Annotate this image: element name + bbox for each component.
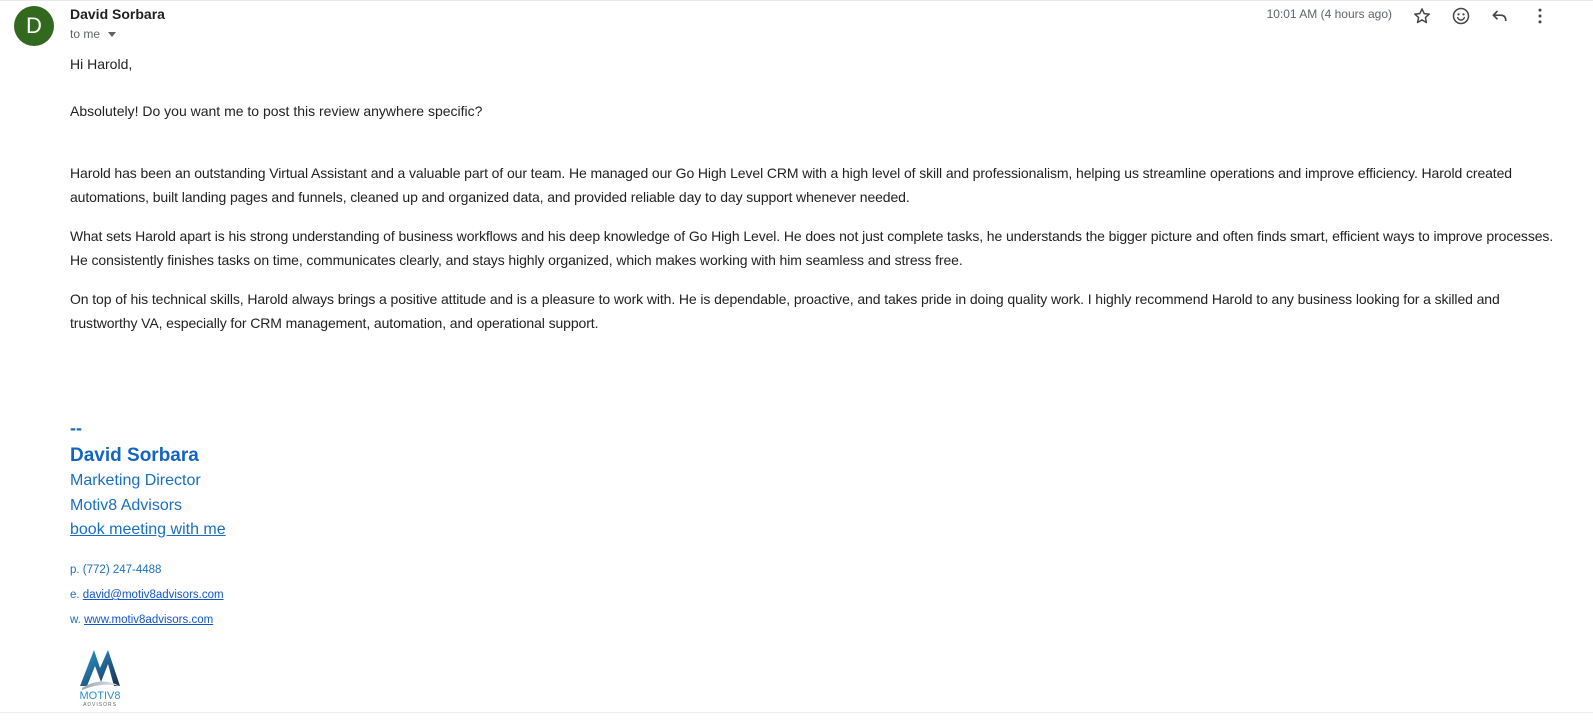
reply-button[interactable] <box>1488 4 1512 28</box>
bottom-divider <box>0 712 1593 713</box>
web-prefix: w. <box>70 614 81 626</box>
signature-email-row <box>70 589 224 601</box>
signature-title: Marketing Director <box>70 472 201 489</box>
motiv8-logo <box>68 646 132 708</box>
emoji-icon <box>1451 6 1471 26</box>
sender-avatar[interactable] <box>14 6 54 46</box>
timestamp: 10:01 AM (4 hours ago) <box>1266 7 1392 21</box>
star-icon <box>1412 6 1432 26</box>
greeting: Hi Harold, <box>70 56 133 72</box>
star-button[interactable] <box>1410 4 1434 28</box>
signature-website-row <box>70 614 213 626</box>
svg-text:MOTIV8: MOTIV8 <box>79 690 121 702</box>
caret-down-icon <box>108 32 116 37</box>
review-paragraph-3: On top of his technical skills, Harold always brings a positive attitude and is a pleasure to work with. He is dependable, proactive, and takes pride in doing quality work. I highly recommend Harold to any business looking for a skilled and trustworthy VA, especially for CRM management, automation, and operational support. <box>70 291 1500 331</box>
motiv8-logo-icon <box>68 646 132 708</box>
email-link[interactable]: david@motiv8advisors.com <box>82 589 224 601</box>
signature-phone-row <box>70 564 161 576</box>
recipient-label: to me <box>70 27 101 41</box>
svg-text:ADVISORS: ADVISORS <box>83 702 117 708</box>
more-options-button[interactable] <box>1528 4 1552 28</box>
website-link[interactable]: www.motiv8advisors.com <box>84 614 214 626</box>
review-paragraph-2: What sets Harold apart is his strong understanding of business workflows and his deep knowledge of Go High Level. He does not just complete tasks, he understands the bigger picture and often finds smart, efficient ways to improve processes. He consistently finishes tasks on time, communicates clearly, and stays highly organized, which makes working with him seamless and stress free. <box>70 228 1554 268</box>
email-prefix: e. <box>70 589 80 601</box>
signature-name: David Sorbara <box>70 445 199 466</box>
avatar-letter: D <box>26 13 42 38</box>
add-reaction-button[interactable] <box>1449 4 1473 28</box>
book-meeting-link[interactable]: book meeting with me <box>70 521 226 538</box>
phone-prefix: p. <box>70 564 80 576</box>
phone-number: (772) 247-4488 <box>82 564 162 576</box>
signature-separator: -- <box>70 418 82 438</box>
recipient-details-toggle[interactable] <box>70 27 116 41</box>
signature-company: Motiv8 Advisors <box>70 497 183 514</box>
sender-name[interactable]: David Sorbara <box>70 6 165 22</box>
reply-intro: Absolutely! Do you want me to post this review anywhere specific? <box>70 103 483 119</box>
reply-icon <box>1490 6 1510 26</box>
top-divider <box>0 0 1593 1</box>
more-vertical-icon <box>1530 6 1550 26</box>
review-paragraph-1: Harold has been an outstanding Virtual Assistant and a valuable part of our team. He managed our Go High Level CRM with a high level of skill and professionalism, helping us streamline operations and improve efficiency. Harold created automations, built landing pages and funnels, cleaned up and organized data, and provided reliable day to day support whenever needed. <box>70 165 1512 205</box>
